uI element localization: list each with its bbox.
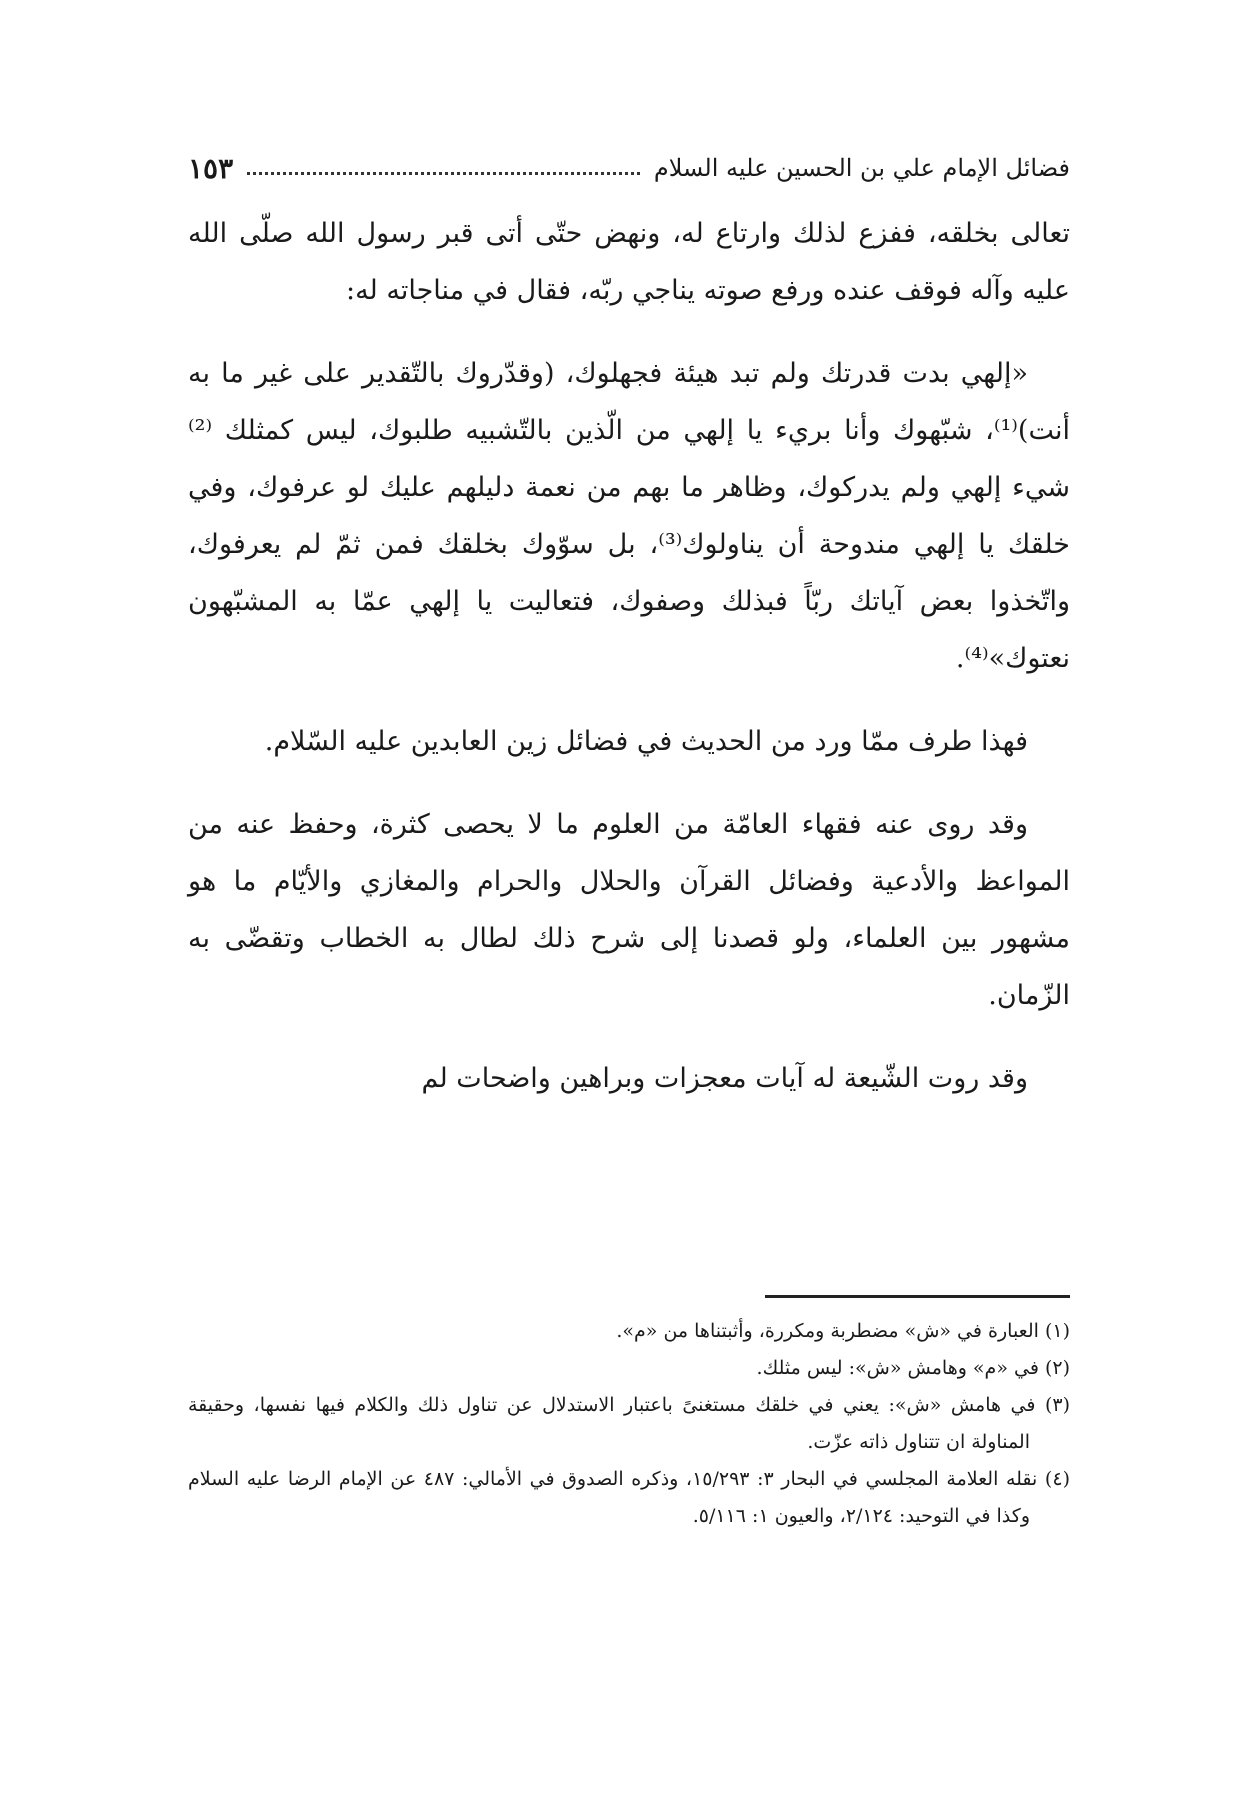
paragraph-continuation: تعالى بخلقه، ففزع لذلك وارتاع له، ونهض حتّى أتى قبر رسول الله صلّى الله عليه وآله فوقف عنده ورفع صوته يناجي ربّه، فقال في مناجاته له: — [188, 218, 1070, 306]
footnotes — [188, 1313, 1070, 1535]
paragraph-miracles: وقد روت الشّيعة له آيات معجزات وبراهين واضحات لم — [421, 1063, 1028, 1094]
footnote-2: (٢) في «م» وهامش «ش»: ليس مثلك. — [756, 1357, 1070, 1379]
footnote-4: (٤) نقله العلامة المجلسي في البحار ٣: ١٥/٢٩٣، وذكره الصدوق في الأمالي: ٤٨٧ عن الإمام الرضا عليه السلام وكذا في التوحيد: ٢/١٢٤، والعيون ١: ٥/١١٦. — [188, 1468, 1070, 1527]
paragraph-supplication: «إلهي بدت قدرتك ولم تبد هيئة فجهلوك، (وقدّروك بالتّقدير على غير ما به أنت)⁽¹⁾، شبّهوك وأنا بريء يا إلهي من الّذين بالتّشبيه طلبوك، ليس كمثلك ⁽²⁾شيء إلهي ولم يدركوك، وظاهر ما بهم من نعمة دليلهم عليك لو عرفوك، وفي خلقك يا إلهي مندوحة أن يناولوك⁽³⁾، بل سوّوك بخلقك فمن ثمّ لم يعرفوك، واتّخذوا بعض آياتك ربّاً فبذلك وصفوك، فتعاليت يا إلهي عمّا به المشبّهون نعتوك»⁽⁴⁾. — [188, 358, 1070, 674]
header-dot-leader — [247, 162, 640, 175]
footnote-1: (١) العبارة في «ش» مضطربة ومكررة، وأثبتناها من «م». — [616, 1320, 1070, 1342]
header-title: فضائل الإمام علي بن الحسين عليه السلام — [653, 154, 1070, 182]
footnote-3: (٣) في هامش «ش»: يعني في خلقك مستغنىً باعتبار الاستدلال عن تناول ذلك والكلام فيها نفسها، وحقيقة المناولة ان تتناول ذاته عزّت. — [188, 1394, 1070, 1453]
main-text — [188, 205, 1070, 1133]
page-number: ١٥٣ — [188, 151, 234, 185]
footnote-separator — [765, 1295, 1070, 1298]
paragraph-narration: وقد روى عنه فقهاء العامّة من العلوم ما لا يحصى كثرة، وحفظ عنه من المواعظ والأدعية وفضائل القرآن والحلال والحرام والمغازي والأيّام ما هو مشهور بين العلماء، ولو قصدنا إلى شرح ذلك لطال به الخطاب وتقضّى به الزّمان. — [188, 809, 1070, 1011]
paragraph-summary: فهذا طرف ممّا ورد من الحديث في فضائل زين العابدين عليه السّلام. — [264, 726, 1028, 757]
running-header — [188, 148, 1070, 188]
